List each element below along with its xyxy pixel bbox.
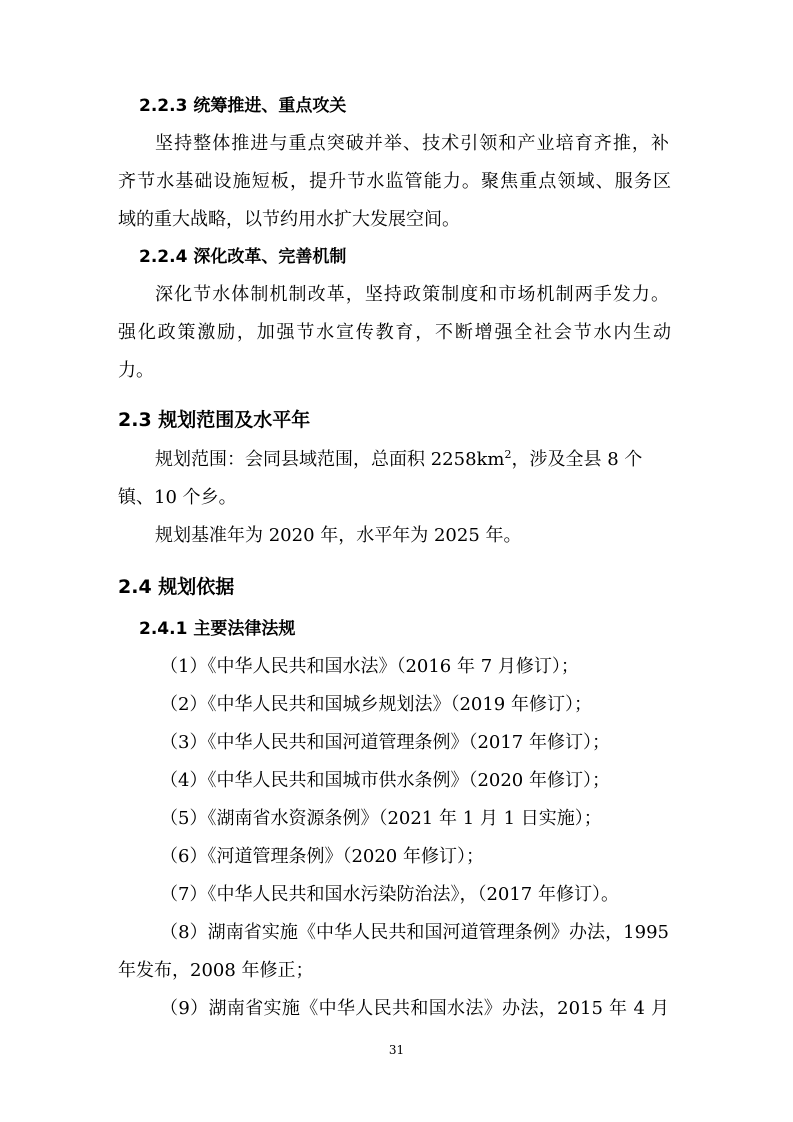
page-number: 31: [388, 1043, 405, 1057]
law-list-item: （6）《河道管理条例》（2020 年修订）；: [160, 846, 484, 867]
section-heading-2-2-3: 2.2.3 统筹推进、重点攻关: [139, 96, 347, 116]
scope-paragraph-line: [155, 448, 642, 472]
paragraph-line: 深化节水体制机制改革，坚持政策制度和市场机制两手发力。: [155, 284, 669, 305]
law-list-item: （4）《中华人民共和国城市供水条例》（2020 年修订）；: [160, 770, 610, 791]
law-list-item: （1）《中华人民共和国水法》（2016 年 7 月修订）；: [160, 656, 579, 677]
law-list-item-cont: 年发布，2008 年修正；: [118, 960, 314, 981]
paragraph-line: 坚持整体推进与重点突破并举、技术引领和产业培育齐推，补: [155, 133, 669, 154]
law-list-item: （8）湖南省实施《中华人民共和国河道管理条例》办法，1995: [160, 922, 669, 943]
section-heading-2-2-4: 2.2.4 深化改革、完善机制: [139, 247, 347, 267]
law-list-item: （2）《中华人民共和国城乡规划法》（2019 年修订）；: [160, 694, 592, 715]
law-list-item: （3）《中华人民共和国河道管理条例》（2017 年修订）；: [160, 732, 610, 753]
section-heading-2-4-1: 2.4.1 主要法律法规: [139, 619, 296, 639]
scope-text: 规划范围：会同县域范围，总面积 2258km: [155, 449, 505, 470]
law-list-item: （5）《湖南省水资源条例》（2021 年 1 月 1 日实施）；: [160, 808, 602, 829]
section-heading-2-4: 2.4 规划依据: [118, 576, 235, 598]
paragraph-line: 力。: [118, 360, 154, 381]
year-paragraph: 规划基准年为 2020 年，水平年为 2025 年。: [155, 525, 522, 546]
section-heading-2-3: 2.3 规划范围及水平年: [118, 409, 311, 431]
law-list-item: （9）湖南省实施《中华人民共和国水法》办法，2015 年 4 月: [160, 998, 669, 1019]
superscript-2: 2: [504, 448, 512, 461]
paragraph-line: 齐节水基础设施短板，提升节水监管能力。聚焦重点领域、服务区: [118, 171, 671, 192]
paragraph-line: 域的重大战略，以节约用水扩大发展空间。: [118, 209, 460, 230]
paragraph-line: 强化政策激励，加强节水宣传教育，不断增强全社会节水内生动: [118, 322, 671, 343]
law-list-item: （7）《中华人民共和国水污染防治法》，（2017 年修订）。: [160, 884, 619, 905]
scope-text-cont: ，涉及全县 8 个: [511, 449, 643, 470]
scope-paragraph-line: 镇、10 个乡。: [118, 487, 237, 508]
